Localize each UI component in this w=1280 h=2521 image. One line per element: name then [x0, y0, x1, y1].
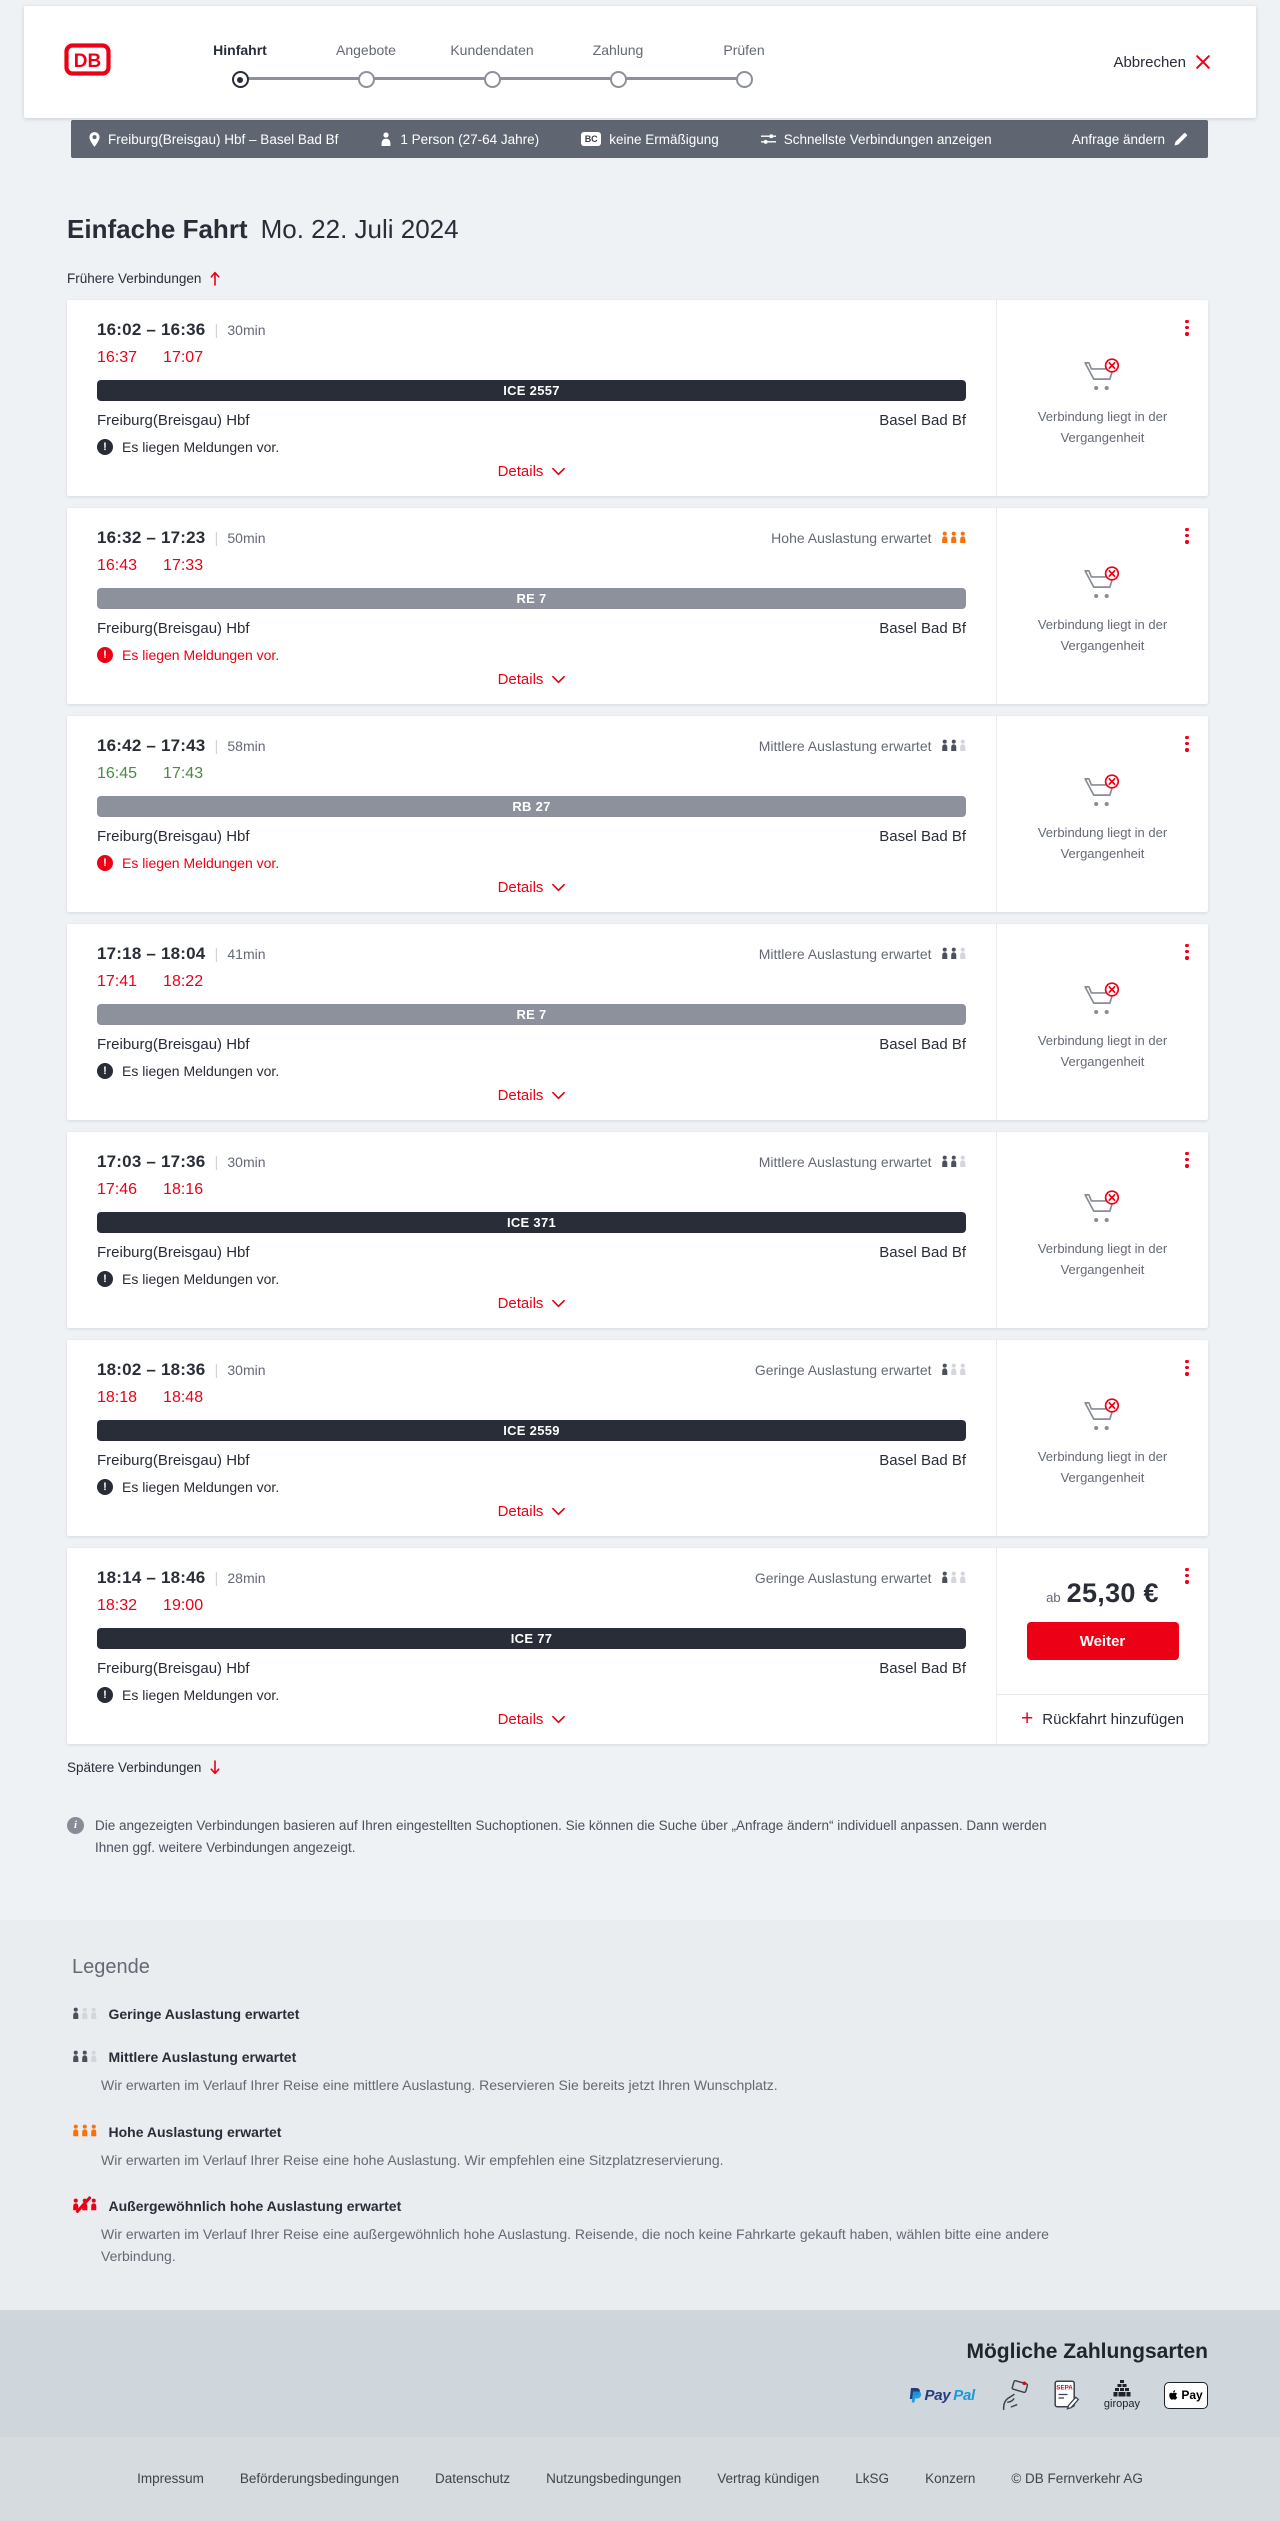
realtime-times [97, 557, 966, 575]
occupancy-icon [941, 946, 967, 962]
origin-station: Freiburg(Breisgau) Hbf [97, 1036, 250, 1053]
journey-card [67, 924, 1208, 1120]
options-menu-icon[interactable] [1183, 1147, 1191, 1172]
footer-links [137, 2471, 1143, 2486]
cart-unavailable-icon [1082, 1190, 1124, 1227]
realtime-arrival: 17:07 [163, 349, 204, 366]
details-label: Details [497, 1503, 544, 1520]
separator: | [214, 529, 219, 547]
passenger-text: 1 Person (27-64 Jahre) [400, 131, 540, 147]
origin-station: Freiburg(Breisgau) Hbf [97, 1660, 250, 1677]
journey-card-side [996, 716, 1208, 912]
legend-section [0, 1920, 1280, 2310]
footer-link-vertrag-kuendigen[interactable]: Vertrag kündigen [717, 2471, 820, 2487]
separator: | [214, 945, 219, 963]
legend-label: Mittlere Auslastung erwartet [108, 2049, 297, 2066]
occupancy-icon [941, 1154, 967, 1170]
add-return-label: Rückfahrt hinzufügen [1042, 1711, 1185, 1728]
footer-link-befoerderungsbedingungen[interactable]: Beförderungsbedingungen [239, 2471, 400, 2487]
paypal-text-1: Pay [924, 2386, 951, 2404]
legend-item-low [72, 2006, 1208, 2022]
search-options-note-text: Die angezeigten Verbindungen basieren auf Ihren eingestellten Suchoptionen. Sie können die Suche über „Anfrage ändern“ individuell anpassen. Dann werden Ihnen ggf. weitere Verbindungen angezeigt. [95, 1818, 1047, 1855]
occupancy-label: Mittlere Auslastung erwartet [758, 738, 932, 754]
journey-duration: 30min [227, 322, 266, 338]
journey-time-range: 16:02 – 16:36 [97, 320, 206, 339]
destination-station: Basel Bad Bf [879, 1452, 966, 1469]
paypal-logo [908, 2387, 975, 2404]
occupancy-label: Mittlere Auslastung erwartet [758, 1154, 932, 1170]
footer-link-impressum[interactable]: Impressum [137, 2471, 204, 2487]
stations-row [97, 620, 966, 637]
chevron-down-icon [552, 1091, 565, 1100]
results-section [0, 214, 1280, 1920]
realtime-departure: 17:46 [97, 1181, 138, 1198]
separator: | [214, 1569, 219, 1587]
scheduled-times [97, 320, 266, 340]
later-connections-label: Spätere Verbindungen [67, 1760, 202, 1775]
occupancy-indicator [771, 530, 966, 546]
occupancy-icon [941, 1362, 967, 1378]
legend-label: Hohe Auslastung erwartet [108, 2123, 282, 2140]
scheduled-times [97, 1360, 266, 1380]
occupancy-high-icon [72, 2124, 98, 2140]
train-label: RE 7 [516, 1007, 547, 1022]
journey-duration: 28min [227, 1570, 266, 1586]
legend-description: Wir erwarten im Verlauf Ihrer Reise eine hohe Auslastung. Wir empfehlen eine Sitzplatzreservierung. [101, 2151, 724, 2168]
destination-station: Basel Bad Bf [879, 1660, 966, 1677]
journey-card-main [67, 1548, 996, 1744]
legend-item-high [72, 2124, 1208, 2171]
route-text: Freiburg(Breisgau) Hbf – Basel Bad Bf [108, 131, 339, 147]
payment-section [0, 2310, 1280, 2437]
message-text: Es liegen Meldungen vor. [122, 1271, 280, 1287]
db-logo[interactable] [64, 43, 111, 81]
search-options-note [67, 1815, 1077, 1920]
message-text: Es liegen Meldungen vor. [122, 855, 280, 871]
destination-station: Basel Bad Bf [879, 1244, 966, 1261]
journey-card-main [67, 924, 996, 1120]
payment-title: Mögliche Zahlungsarten [966, 2339, 1208, 2363]
separator: | [214, 1361, 219, 1379]
origin-station: Freiburg(Breisgau) Hbf [97, 1244, 250, 1261]
step-label: Zahlung [592, 42, 644, 58]
stations-row [97, 828, 966, 845]
credit-card-logo [999, 2380, 1030, 2411]
destination-station: Basel Bad Bf [879, 828, 966, 845]
journey-duration: 41min [227, 946, 266, 962]
journey-card [67, 716, 1208, 912]
train-label: RB 27 [512, 799, 551, 814]
realtime-arrival: 18:48 [163, 1389, 204, 1406]
price-prefix: ab [1046, 1590, 1061, 1605]
page-footer [0, 2437, 1280, 2521]
journey-card-main [67, 1340, 996, 1536]
journey-time-range: 17:18 – 18:04 [97, 944, 206, 963]
journey-card-main [67, 716, 996, 912]
footer-copyright: © DB Fernverkehr AG [1011, 2471, 1143, 2487]
train-bar [97, 1628, 966, 1649]
options-menu-icon[interactable] [1183, 939, 1191, 964]
realtime-arrival: 17:43 [163, 765, 204, 782]
alert-icon: ! [97, 1063, 113, 1079]
stations-row [97, 1244, 966, 1261]
edit-request-button[interactable] [1072, 132, 1188, 147]
svg-text:DB: DB [73, 51, 102, 72]
occupancy-indicator [755, 1570, 966, 1586]
realtime-times [97, 1389, 966, 1407]
apple-icon [1169, 2389, 1179, 2402]
passenger-summary [380, 132, 539, 147]
person-icon [380, 132, 392, 146]
origin-station: Freiburg(Breisgau) Hbf [97, 620, 250, 637]
destination-station: Basel Bad Bf [879, 412, 966, 429]
realtime-departure: 16:43 [97, 557, 138, 574]
details-toggle[interactable] [494, 1495, 570, 1528]
step-dot [358, 71, 375, 88]
giropay-tower-icon [1113, 2380, 1131, 2397]
footer-link-datenschutz[interactable]: Datenschutz [435, 2471, 511, 2487]
origin-station: Freiburg(Breisgau) Hbf [97, 1452, 250, 1469]
message-text: Es liegen Meldungen vor. [122, 1479, 280, 1495]
train-label: ICE 371 [506, 1215, 557, 1230]
apple-pay-label: Pay [1181, 2388, 1203, 2403]
step-dot [736, 71, 753, 88]
cancel-label: Abbrechen [1113, 53, 1186, 71]
journey-card [67, 1548, 1208, 1744]
origin-station: Freiburg(Breisgau) Hbf [97, 828, 250, 845]
chevron-down-icon [552, 467, 565, 476]
arrow-up-icon [210, 271, 220, 286]
separator: | [214, 321, 219, 339]
journey-card-main [67, 508, 996, 704]
edit-request-label: Anfrage ändern [1071, 131, 1165, 147]
occupancy-label: Geringe Auslastung erwartet [754, 1570, 932, 1586]
past-note: Verbindung liegt in der Vergangenheit [1037, 1449, 1168, 1485]
journey-duration: 58min [227, 738, 266, 754]
journey-time-range: 18:14 – 18:46 [97, 1568, 206, 1587]
message-row [97, 1479, 966, 1495]
journey-card-side [996, 1548, 1208, 1744]
realtime-departure: 18:18 [97, 1389, 138, 1406]
scheduled-times [97, 736, 266, 756]
payment-methods [72, 2380, 1208, 2411]
train-label: ICE 2559 [503, 1423, 560, 1438]
journey-card [67, 508, 1208, 704]
train-label: RE 7 [516, 591, 547, 606]
realtime-times [97, 765, 966, 783]
train-label: ICE 77 [510, 1631, 553, 1646]
realtime-departure: 16:45 [97, 765, 138, 782]
apple-pay-logo [1164, 2382, 1208, 2409]
details-label: Details [497, 1711, 544, 1728]
sliders-icon [761, 133, 776, 145]
cart-unavailable-icon [1082, 358, 1124, 395]
past-note: Verbindung liegt in der Vergangenheit [1037, 825, 1168, 861]
realtime-times [97, 973, 966, 991]
occupancy-label: Geringe Auslastung erwartet [754, 1362, 932, 1378]
journey-time-range: 16:32 – 17:23 [97, 528, 206, 547]
realtime-departure: 18:32 [97, 1597, 138, 1614]
discount-summary [581, 132, 719, 147]
message-text: Es liegen Meldungen vor. [122, 439, 280, 455]
earlier-connections-label: Frühere Verbindungen [67, 271, 202, 286]
occupancy-indicator [759, 738, 966, 754]
page-title: Einfache Fahrt [67, 214, 248, 244]
query-summary-bar [71, 120, 1208, 158]
legend-title: Legende [72, 1956, 150, 1979]
giropay-label: giropay [1103, 2398, 1140, 2411]
message-row [97, 1063, 966, 1079]
journey-duration: 30min [227, 1154, 266, 1170]
details-label: Details [497, 879, 544, 896]
legend-label: Außergewöhnlich hohe Auslastung erwartet [108, 2197, 402, 2214]
train-bar [97, 1420, 966, 1441]
scheduled-times [97, 1568, 266, 1588]
past-note: Verbindung liegt in der Vergangenheit [1037, 409, 1168, 445]
arrow-down-icon [210, 1760, 220, 1775]
step-pruefen[interactable] [681, 42, 807, 88]
progress-stepper [177, 36, 807, 88]
occupancy-exceptional-icon [72, 2198, 98, 2214]
separator: | [214, 737, 219, 755]
journey-duration: 30min [227, 1362, 266, 1378]
details-toggle[interactable] [494, 871, 570, 904]
chevron-down-icon [552, 1507, 565, 1516]
occupancy-medium-icon [72, 2049, 98, 2065]
realtime-arrival: 18:16 [163, 1181, 204, 1198]
alert-icon: ! [97, 855, 113, 871]
step-angebote[interactable] [303, 42, 429, 88]
separator: | [214, 1153, 219, 1171]
details-toggle[interactable] [494, 1287, 570, 1320]
options-menu-icon[interactable] [1183, 315, 1191, 340]
footer-link-nutzungsbedingungen[interactable]: Nutzungsbedingungen [546, 2471, 682, 2487]
price-panel [997, 1548, 1208, 1744]
journey-time-range: 16:42 – 17:43 [97, 736, 206, 755]
options-menu-icon[interactable] [1183, 1563, 1191, 1588]
step-hinfahrt[interactable] [177, 42, 303, 88]
train-bar [97, 1004, 966, 1025]
details-label: Details [497, 671, 544, 688]
app-header [24, 6, 1256, 118]
cart-unavailable-icon [1082, 566, 1124, 603]
options-menu-icon[interactable] [1183, 1355, 1191, 1380]
journey-card-side [996, 508, 1208, 704]
message-row [97, 1687, 966, 1703]
step-label: Kundendaten [450, 42, 534, 58]
message-text: Es liegen Meldungen vor. [122, 647, 280, 663]
journey-list [67, 300, 1208, 1744]
past-note: Verbindung liegt in der Vergangenheit [1037, 1241, 1168, 1277]
sepa-logo [1054, 2380, 1080, 2410]
realtime-departure: 16:37 [97, 349, 138, 366]
step-label: Hinfahrt [213, 42, 267, 58]
train-bar [97, 380, 966, 401]
sepa-document-icon [1054, 2380, 1080, 2410]
price-line [1046, 1578, 1159, 1609]
add-return-button[interactable] [997, 1694, 1208, 1744]
continue-button[interactable]: Weiter [1027, 1622, 1179, 1660]
journey-card-main [67, 300, 996, 496]
legend-label: Geringe Auslastung erwartet [108, 2006, 300, 2023]
details-toggle[interactable] [494, 455, 570, 488]
past-note: Verbindung liegt in der Vergangenheit [1037, 1033, 1168, 1069]
chevron-down-icon [552, 1715, 565, 1724]
occupancy-indicator [759, 946, 966, 962]
plus-icon: + [1020, 1707, 1034, 1730]
past-panel [997, 924, 1208, 1120]
message-row [97, 855, 966, 871]
journey-card-side [996, 300, 1208, 496]
credit-card-icon [999, 2380, 1030, 2411]
train-label: ICE 2557 [503, 383, 560, 398]
details-toggle[interactable] [494, 663, 570, 696]
details-label: Details [497, 463, 544, 480]
earlier-connections-button[interactable] [67, 271, 220, 286]
travel-date: Mo. 22. Juli 2024 [260, 214, 459, 244]
occupancy-low-icon [72, 2006, 98, 2022]
alert-icon: ! [97, 1687, 113, 1703]
options-menu-icon[interactable] [1183, 731, 1191, 756]
train-bar [97, 588, 966, 609]
alert-icon: ! [97, 1271, 113, 1287]
bahncard-icon: BC [581, 132, 601, 146]
past-panel [997, 1340, 1208, 1536]
realtime-times [97, 349, 966, 367]
later-connections-button[interactable] [67, 1760, 220, 1775]
chevron-down-icon [552, 883, 565, 892]
message-text: Es liegen Meldungen vor. [122, 1687, 280, 1703]
paypal-mark-icon [908, 2387, 922, 2404]
step-dot [484, 71, 501, 88]
fastest-connections-label: Schnellste Verbindungen anzeigen [783, 131, 992, 147]
legend-item-exceptional [72, 2198, 1208, 2268]
past-panel [997, 716, 1208, 912]
price-value: 25,30 € [1066, 1578, 1159, 1608]
page-title-row [67, 214, 1208, 245]
past-panel [997, 300, 1208, 496]
pencil-icon [1174, 132, 1188, 146]
journey-card-side [996, 1340, 1208, 1536]
legend-item-medium [72, 2049, 1208, 2096]
cart-unavailable-icon [1082, 982, 1124, 1019]
cancel-button[interactable] [1113, 54, 1210, 71]
journey-card [67, 300, 1208, 496]
stations-row [97, 412, 966, 429]
message-text: Es liegen Meldungen vor. [122, 1063, 280, 1079]
giropay-logo [1104, 2380, 1140, 2410]
occupancy-icon [941, 530, 967, 546]
route-summary [89, 132, 338, 147]
discount-text: keine Ermäßigung [609, 131, 719, 147]
past-panel [997, 1132, 1208, 1328]
journey-card-main [67, 1132, 996, 1328]
step-label: Prüfen [723, 42, 765, 58]
cart-unavailable-icon [1082, 774, 1124, 811]
legend-description: Wir erwarten im Verlauf Ihrer Reise eine mittlere Auslastung. Reservieren Sie bereits jetzt Ihren Wunschplatz. [101, 2077, 778, 2094]
journey-time-range: 18:02 – 18:36 [97, 1360, 206, 1379]
stations-row [97, 1660, 966, 1677]
scheduled-times [97, 1152, 266, 1172]
occupancy-label: Mittlere Auslastung erwartet [758, 946, 932, 962]
svg-text:SEPA: SEPA [1056, 2384, 1073, 2392]
db-logo-icon [64, 43, 111, 76]
location-pin-icon [89, 132, 100, 147]
past-panel [997, 508, 1208, 704]
message-row [97, 439, 966, 455]
journey-duration: 50min [227, 530, 266, 546]
message-row [97, 647, 966, 663]
journey-card [67, 1340, 1208, 1536]
realtime-arrival: 19:00 [163, 1597, 204, 1614]
scheduled-times [97, 944, 266, 964]
step-dot-active [232, 71, 249, 88]
chevron-down-icon [552, 675, 565, 684]
message-row [97, 1271, 966, 1287]
realtime-arrival: 18:22 [163, 973, 204, 990]
occupancy-indicator [755, 1362, 966, 1378]
paypal-text-2: Pal [953, 2386, 975, 2404]
legend-description: Wir erwarten im Verlauf Ihrer Reise eine außergewöhnlich hohe Auslastung. Reisende, die noch keine Fahrkarte gekauft haben, wählen bitte eine andere Verbindung. [101, 2225, 1049, 2265]
occupancy-icon [941, 738, 967, 754]
journey-time-range: 17:03 – 17:36 [97, 1152, 206, 1171]
realtime-arrival: 17:33 [163, 557, 204, 574]
origin-station: Freiburg(Breisgau) Hbf [97, 412, 250, 429]
alert-icon: ! [97, 439, 113, 455]
details-toggle[interactable] [494, 1079, 570, 1112]
train-bar [97, 1212, 966, 1233]
close-icon [1196, 55, 1210, 69]
realtime-times [97, 1597, 966, 1615]
journey-card-side [996, 924, 1208, 1120]
destination-station: Basel Bad Bf [879, 1036, 966, 1053]
details-label: Details [497, 1295, 544, 1312]
journey-card-side [996, 1132, 1208, 1328]
step-dot [610, 71, 627, 88]
footer-link-lksg[interactable]: LkSG [855, 2471, 890, 2487]
chevron-down-icon [552, 1299, 565, 1308]
fastest-connections-toggle[interactable] [761, 132, 992, 147]
footer-link-konzern[interactable]: Konzern [925, 2471, 976, 2487]
stations-row [97, 1452, 966, 1469]
destination-station: Basel Bad Bf [879, 620, 966, 637]
details-label: Details [497, 1087, 544, 1104]
occupancy-icon [941, 1570, 967, 1586]
realtime-departure: 17:41 [97, 973, 138, 990]
occupancy-indicator [759, 1154, 966, 1170]
occupancy-label: Hohe Auslastung erwartet [771, 530, 932, 546]
options-menu-icon[interactable] [1183, 523, 1191, 548]
details-toggle[interactable] [494, 1703, 570, 1736]
alert-icon: ! [97, 1479, 113, 1495]
scheduled-times [97, 528, 266, 548]
step-zahlung[interactable] [555, 42, 681, 88]
stations-row [97, 1036, 966, 1053]
step-label: Angebote [336, 42, 396, 58]
cart-unavailable-icon [1082, 1398, 1124, 1435]
info-icon: i [67, 1817, 84, 1834]
alert-icon: ! [97, 647, 113, 663]
step-kundendaten[interactable] [429, 42, 555, 88]
past-note: Verbindung liegt in der Vergangenheit [1037, 617, 1168, 653]
realtime-times [97, 1181, 966, 1199]
train-bar [97, 796, 966, 817]
journey-card [67, 1132, 1208, 1328]
